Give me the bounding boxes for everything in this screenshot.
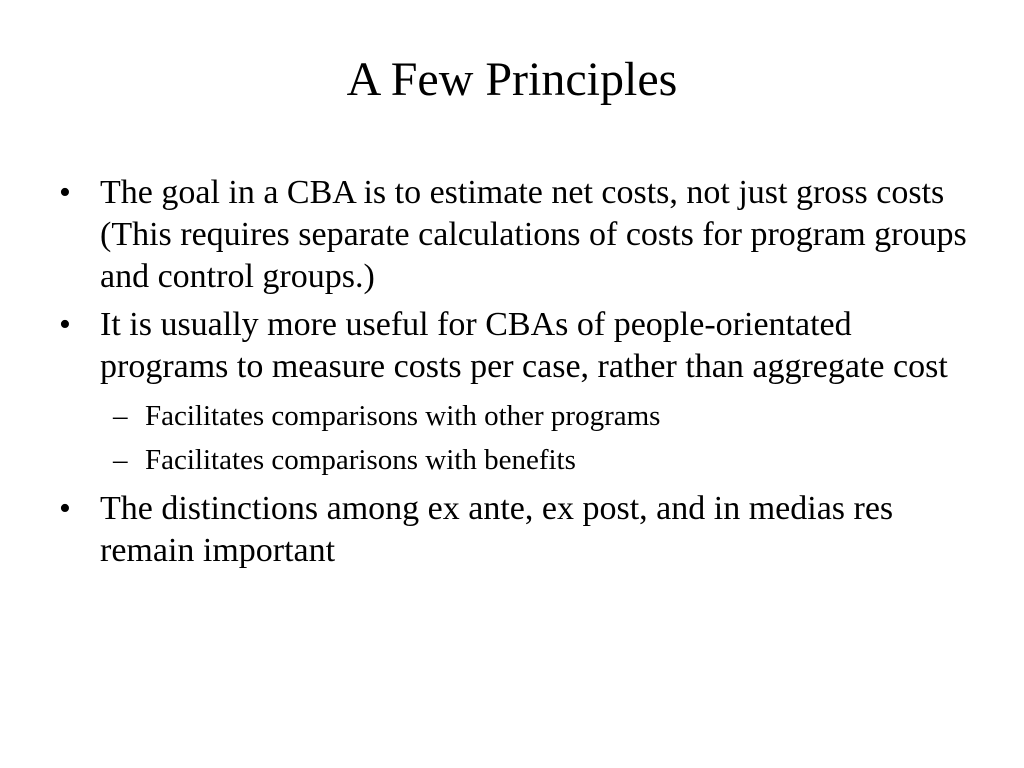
- bullet-item: [55, 488, 985, 572]
- sub-bullet-marker: –: [113, 400, 128, 432]
- bullet-marker: •: [59, 306, 71, 343]
- bullet-text: The goal in a CBA is to estimate net costs, not just gross costs (This requires separate calculations of costs for program groups and control groups.): [100, 174, 967, 295]
- slide-title: A Few Principles: [346, 53, 678, 106]
- bullet-item: [55, 172, 985, 298]
- sub-bullet-list: [100, 394, 985, 482]
- bullet-text: It is usually more useful for CBAs of people-orientated programs to measure costs per case, rather than aggregate cost: [100, 306, 948, 385]
- sub-bullet-item: [100, 438, 985, 482]
- sub-bullet-item: [100, 394, 985, 438]
- bullet-marker: •: [59, 174, 71, 211]
- sub-bullet-text: Facilitates comparisons with benefits: [145, 444, 576, 476]
- bullet-item: [55, 304, 985, 482]
- sub-bullet-marker: –: [113, 444, 128, 476]
- sub-bullet-text: Facilitates comparisons with other programs: [145, 400, 661, 432]
- bullet-list: [55, 172, 985, 578]
- bullet-text: The distinctions among ex ante, ex post, and in medias res remain important: [100, 490, 894, 569]
- bullet-marker: •: [59, 490, 71, 527]
